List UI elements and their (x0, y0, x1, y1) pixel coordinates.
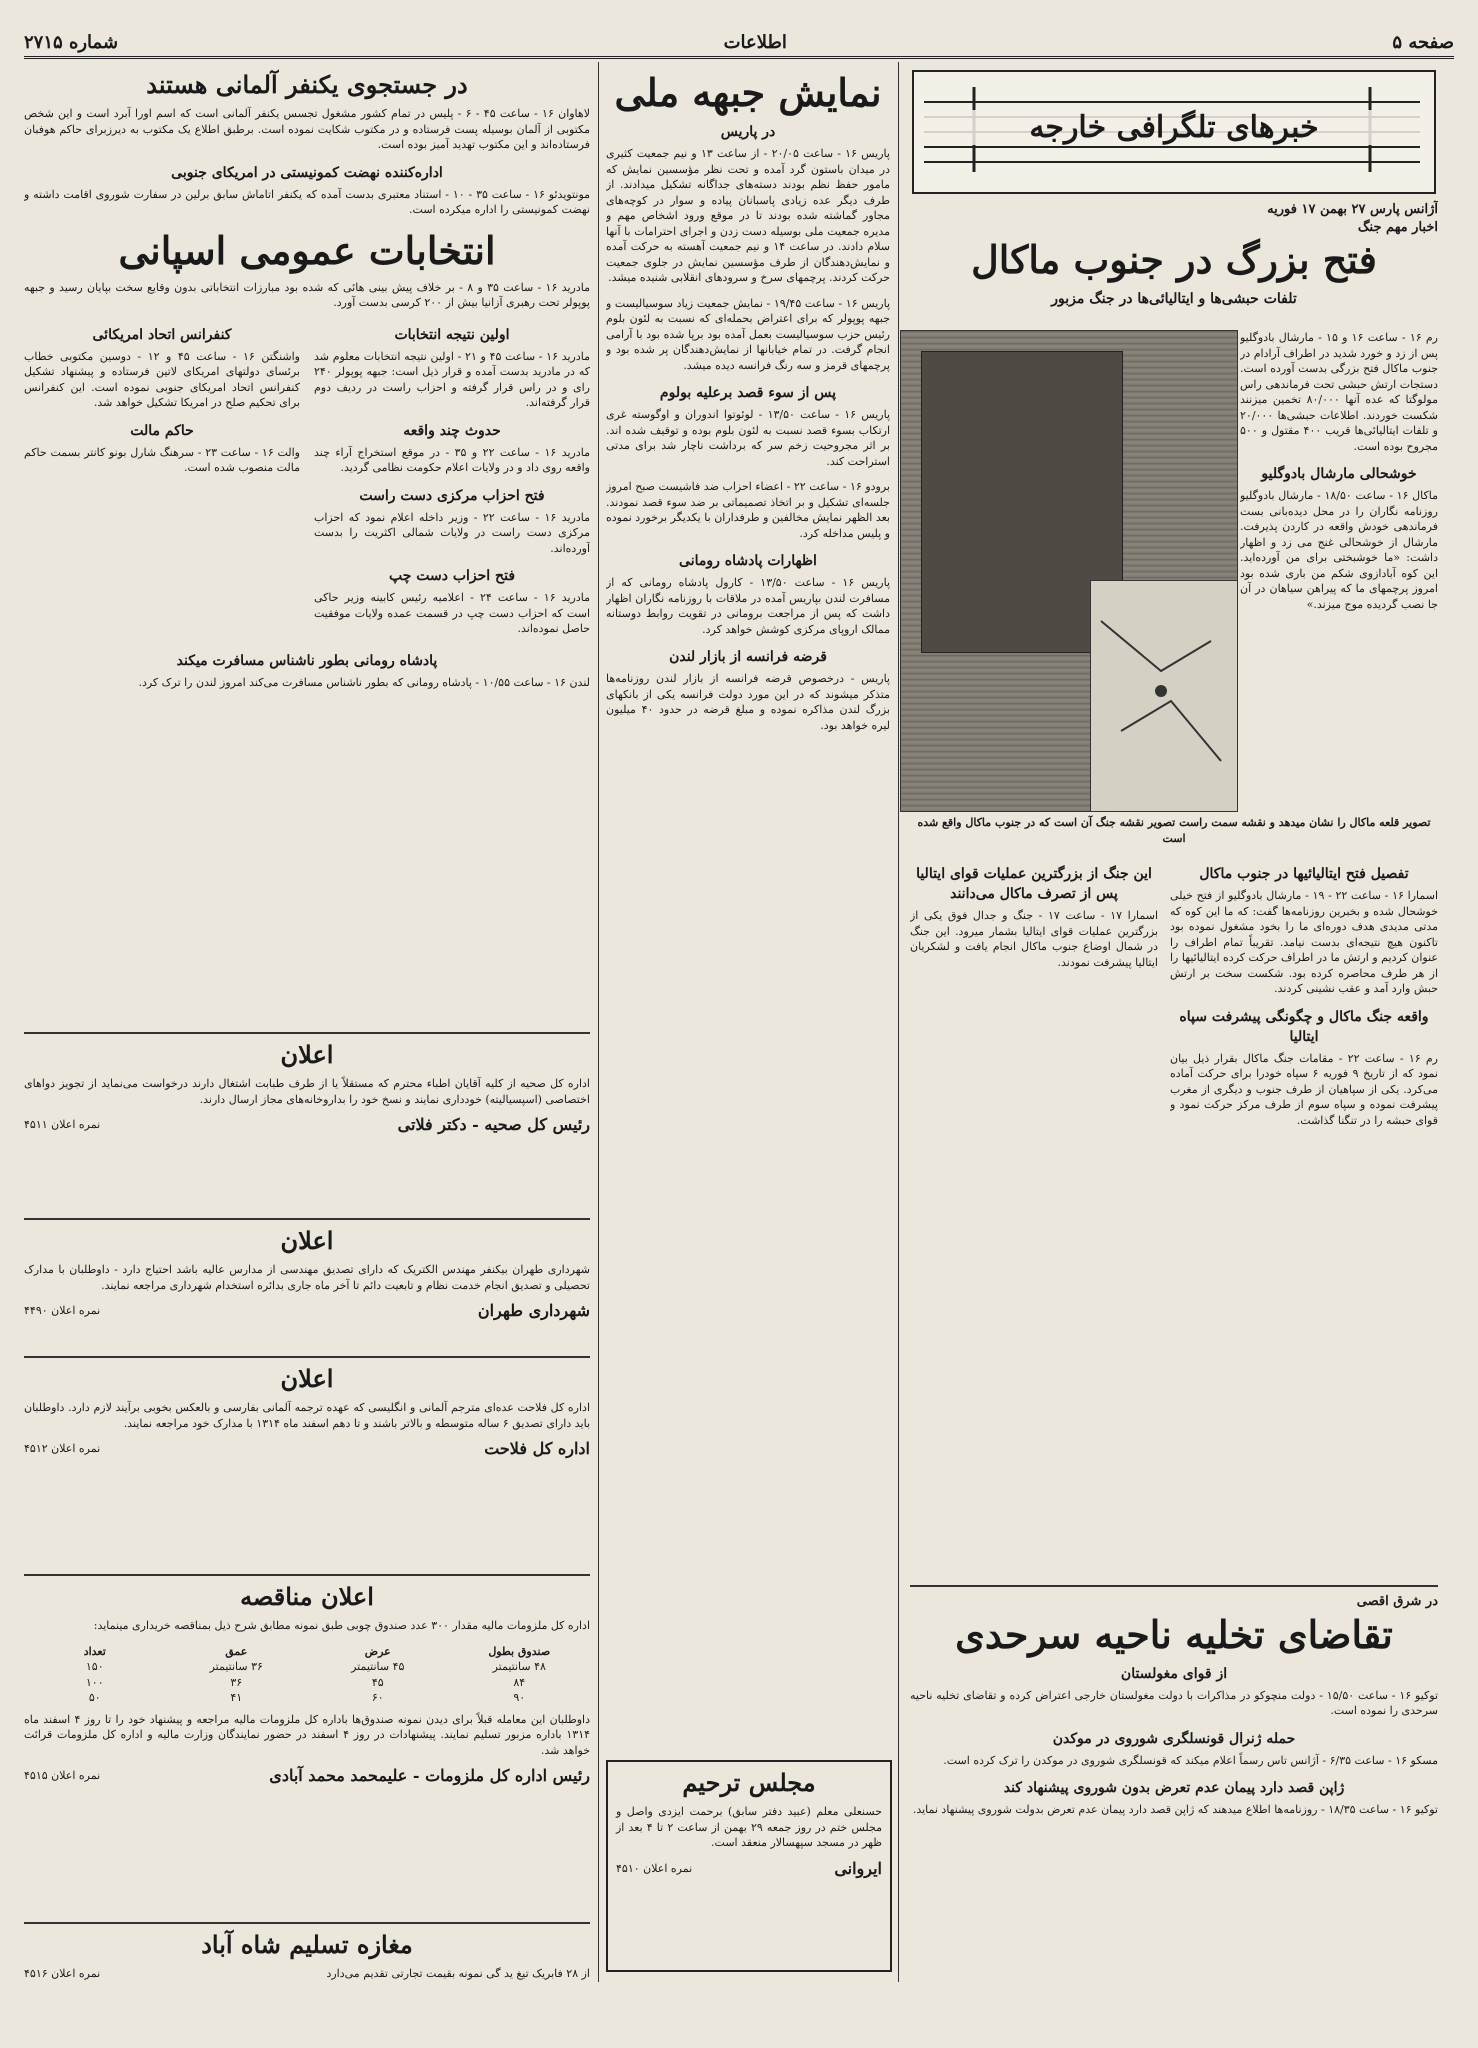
table-cell: ۵۰ (88, 1691, 101, 1704)
story-subhead: اولین نتیجه انتخابات (394, 326, 510, 343)
ad-sign: رئیس کل صحیه - دکتر فلاتی (397, 1115, 590, 1134)
masthead (24, 28, 1454, 59)
table-cell: ۳۶ (230, 1675, 243, 1689)
ad-title: اعلان (280, 1364, 334, 1393)
story-subhead: فتح احزاب دست چپ (388, 568, 516, 584)
story-body: مسکو ۱۶ - ساعت ۶/۳۵ - آژانس تاس رسماً اعلام میکند که قونسلگری شوروی در موکدن را ترک کرده است. (943, 1753, 1438, 1767)
story-subhead: حدوث چند واقعه (403, 422, 501, 439)
story-body: اسمارا ۱۷ - ساعت ۱۷ - جنگ و جدال فوق یکی از بزرگترین عملیات قوای ایتالیا بشمار میرود. این جنگ در شمال اوضاع جنوب ماکال انجام یافت و لشکریان ایتالیا پیشرفت نمودند. (910, 909, 1158, 969)
right-column-story (1240, 330, 1438, 810)
table-header-cell: عمق (225, 1644, 248, 1658)
ad-sign: شهرداری طهران (477, 1301, 590, 1320)
ad-sign: اداره کل فلاحت (484, 1439, 590, 1458)
middle-headline: نمایش جبهه ملی (614, 70, 882, 115)
ad-title: اعلان (280, 1226, 334, 1255)
story-subhead: ژاپن قصد دارد پیمان عدم تعرض بدون شوروی پیشنهاد کند (1003, 1780, 1345, 1796)
ad-number: نمره اعلان ۴۵۱۶ (24, 1967, 101, 1980)
story-body: پاریس - درخصوص قرضه فرانسه از بازار لندن روزنامه‌ها متذکر میشوند که در این مورد دولت فرانسه یکی از بانکهای بزرگ لندن مذاکره نموده و مبلغ قرضه در حدود ۴۰ میلیون لیره خواهد بود. (606, 672, 890, 732)
ad-title: اعلان مناقصه (240, 1582, 374, 1611)
table-cell: ۴۵ (371, 1675, 384, 1689)
map-lines (1091, 581, 1237, 811)
story-body: مادرید ۱۶ - ساعت ۳۵ و ۸ - بر خلاف پیش بینی هائی که شده بود مبارزات انتخاباتی بدون وقایع سخت بپایان رسید و جبهه پوپولر تحت رهبری آزانیا بیش از ۲۰۰ کرسی بدست آورد. (24, 280, 590, 309)
story-body: والت ۱۶ - ساعت ۲۳ - سرهنگ شارل بونو کانتر بسمت حاکم مالت منصوب شده است. (24, 445, 300, 474)
story-body: مونتویدئو ۱۶ - ساعت ۳۵ - ۱۰ - استناد معتبری بدست آمده که یکنفر اتاماش سابق برلین در سفارت شوروی اقامت داشته و نهضت کمونیستی را اداره میکرده است. (24, 187, 590, 216)
story-subhead: اظهارات پادشاه رومانی (679, 553, 817, 569)
left-column-news (24, 68, 590, 1028)
ad-number: نمره اعلان ۴۴۹۰ (24, 1304, 101, 1317)
story-body: لاهاوان ۱۶ - ساعت ۴۵ - ۶ - پلیس در تمام کشور مشغول تجسس یکنفر آلمانی است که اسم اورا آبرد است و این شخص مکتوبی از آلمان بوسیله پست فرستاده و در مکتوب شکایت نموده است. برطبق اطلاع یک مکتوب به دیرزبرای حاکم هوفبان فرستاده‌اند و این مکتوب تهدید آمیز بوده است. (24, 107, 590, 151)
telegraph-banner (912, 70, 1436, 194)
ad-rule (24, 1922, 590, 1924)
story-subhead: حمله ژنرال قونسلگری شوروی در موکدن (1052, 1730, 1296, 1747)
ad-rule (24, 1356, 590, 1358)
ad-body: شهرداری طهران بیکنفر مهندس الکتریک که دارای تصدیق مهندسی از مدارس عالیه باشد احتیاج دارد - داوطلبان با مدارک تحصیلی و تصدیق انجام خدمت نظام و تابعیت دائم تا آخر ماه جاری بدائره استخدام شهرداری مراجعه نمایند. (24, 1263, 590, 1292)
ad-rule (24, 1574, 590, 1576)
table-cell: ۸۴ (513, 1675, 526, 1689)
ad-rule (24, 1032, 590, 1034)
memorial-notice (606, 1760, 892, 1972)
table-header (24, 1644, 590, 1660)
ad-shop (24, 1928, 590, 2008)
ad-number: نمره اعلان ۴۵۱۵ (24, 1769, 101, 1782)
ad-title: اعلان (280, 1040, 334, 1069)
story-body: مادرید ۱۶ - ساعت ۲۲ - وزیر داخله اعلام نمود که احزاب مرکزی دست راست در ولایات شمالی اکثریت را بدست آورده‌اند. (314, 510, 590, 555)
far-east-section (910, 1592, 1438, 2012)
story-subhead: فتح احزاب مرکزی دست راست (359, 487, 545, 504)
story-body: رم ۱۶ - ساعت ۱۶ و ۱۵ - مارشال بادوگلیو پس از زد و خورد شدید در اطراف آرادام در جنوب ماکال فتح بزرگی بدست آورده است. دستجات ارتش حبشی تحت فرماندهی راس مولوگتا که عده آنها ۸۰/۰۰۰ تخمین میزنند شکست خوردند. اطلاعات حبشی‌ها ۲۰/۰۰۰ و تلفات ایتالیائی‌ها قریب ۴۰۰ مقتول و ۵۰۰ مجروح بوده است. (1240, 331, 1438, 453)
ad-tender (24, 1580, 590, 1920)
memorial-number: نمره اعلان ۴۵۱۰ (616, 1861, 693, 1875)
photo-caption-box (910, 815, 1438, 855)
right-column-continued (1170, 860, 1438, 1560)
story-body: پاریس ۱۶ - ساعت ۱۳/۵۰ - لوئوتوا اندوران و اوگوسته غری ارتکاب بسوء قصد نسبت به لئون بلوم بوده و توقیف شده اند. بر اثر مجروحیت زخم سر که برداشت ناچار شد برای مدتی استراحت کند. (606, 408, 890, 468)
page-label: صفحه ۵ (1392, 31, 1454, 53)
right-column-inner (910, 860, 1158, 1560)
story-subhead: این جنگ از بزرگترین عملیات قوای ایتالیا پس از تصرف ماکال می‌دانند (916, 866, 1152, 902)
story-body: مادرید ۱۶ - ساعت ۴۵ و ۲۱ - اولین نتیجه انتخابات معلوم شد که در مادرید بدست آمده و قرار ذیل است: جبهه پوپولر ۲۴۰ رای و در راس قرار گرفته و احزاب راست در ردیف دوم قرار گرفته‌اند. (314, 349, 590, 409)
middle-dateline: در پاریس (720, 124, 776, 140)
story-body: مادرید ۱۶ - ساعت ۲۲ و ۳۵ - در موقع استخراج آراء چند واقعه روی داد و در ولایات اعلام حکومت نظامی گردید. (314, 445, 590, 474)
story-subhead: اداره‌کننده نهضت کمونیستی در امریکای جنوبی (171, 164, 443, 181)
table-cell: ۱۰۰ (85, 1675, 104, 1689)
table-cell: ۴۵ سانتیمتر (351, 1660, 405, 1673)
ad-sign: رئیس اداره کل ملزومات - علیمحمد محمد آبادی (269, 1766, 590, 1785)
story-body: پاریس ۱۶ - ساعت ۲۰/۰۵ - از ساعت ۱۳ و نیم جمعیت کثیری در میدان باستون گرد آمده و تحت نظر مؤسسین نمایش که مامور حفظ نظم بودند دسته‌های جداگانه تشکیل میدادند. از طرف دیگر عده زیادی پاسبانان پیاده و سوار در کوچه‌های مجاور گماشته شده بودند تا در موقع ورود اشخاص مهم و مدیره جمعیت ملی بوسیله دست زدن و اجرای احترامات با آنها سلام دادند. در ساعت ۱۴ و نیم جمعیت آهسته به حرکت آمده و نمایش‌دهندگان از طرف مؤسسین نمایش در جلوی جمعیت حرکت کردند. پرچمهای سرخ و سرودهای انقلابی شنیده میشد. (606, 147, 890, 284)
issue-number: شماره ۲۷۱۵ (24, 31, 119, 53)
table-cell: ۶۰ (371, 1691, 384, 1704)
story-body: پاریس ۱۶ - ساعت ۱۹/۴۵ - نمایش جمعیت زیاد سوسیالیست و جبهه پوپولر که برای اعتراض بحمله‌ای که نسبت به لئون بلوم رئیس حزب سوسیالیست بعمل آمده بود برپا شده بود با آرامی انجام گرفت. در تمام خیابانها از نمایش‌دهندگان پر شده بود و پرچمهای قرمز و سه رنگ فرانسه دیده میشد. (606, 296, 890, 372)
ad-health (24, 1038, 590, 1218)
memorial-body: حسنعلی معلم (عبید دفتر سابق) برحمت ایزدی واصل و مجلس ختم در روز جمعه ۲۹ بهمن از ساعت ۲ تا ۴ بعد از ظهر در مسجد سپهسالار منعقد است. (616, 1805, 883, 1849)
table-cell: ۴۸ سانتیمتر (492, 1660, 546, 1673)
story-subhead: قرضه فرانسه از بازار لندن (669, 649, 827, 665)
photo-caption: تصویر قلعه ماکال را نشان میدهد و نقشه سمت راست تصویر نقشه جنگ آن است که در جنوب ماکال واقع شده است (917, 816, 1431, 845)
story-subhead: پس از سوء قصد برعلیه بولوم (659, 385, 837, 401)
story-body: برودو ۱۶ - ساعت ۲۲ - اعضاء احزاب ضد فاشیست صبح امروز جلسه‌ای تشکیل و بر اتخاذ تصمیماتی بر ضد سوء قصد نمودند. بعد الظهر نمایش مخالفین و طرفداران با یکدیگر برخورد نموده و پلیس مداخله کرد. (606, 480, 890, 540)
story-subhead: واقعه جنگ ماکال و چگونگی پیشرفت سپاه ایتالیا (1179, 1008, 1429, 1045)
table-cell: ۴۱ (230, 1691, 243, 1704)
table-header-cell: صندوق بطول (488, 1644, 551, 1658)
story-subhead: کنفرانس اتحاد امریکائی (92, 326, 232, 343)
ad-number: نمره اعلان ۴۵۱۲ (24, 1442, 101, 1455)
memorial-title: مجلس ترحیم (682, 1768, 816, 1797)
column-rule (898, 62, 899, 1982)
ad-agriculture (24, 1362, 590, 1572)
table-cell: ۹۰ (513, 1691, 526, 1704)
story-body: رم ۱۶ - ساعت ۲۲ - مقامات جنگ ماکال بقرار ذیل بیان نمود که از تاریخ ۹ فوریه ۶ سپاه خودرا برای حرکت آماده می‌کرد. یکی از سپاهیان از طرف جنوب و دیگری از مغرب پیشرفت نموده و سپاه سوم از طرف مرکز حرکت نمود و قوای حبشه را در تنگنا گذاشت. (1170, 1051, 1438, 1127)
left-headline: در جستجوی یکنفر آلمانی هستند (146, 70, 468, 99)
paper-name: اطلاعات (723, 31, 787, 53)
table-row (24, 1659, 590, 1675)
ad-body: اداره کل فلاحت عده‌ای مترجم آلمانی و انگلیسی که عهده ترجمه آلمانی بفارسی و بالعکس بخوبی برآیند لازم دارد. داوطلبان باید دارای تصدیق ۶ ساله متوسطه و بالاتر باشند و تا دهم اسفند ماه ۱۳۱۴ با مدارک خود مراجعه نمایند. (24, 1401, 590, 1430)
story-subhead: پادشاه رومانی بطور ناشناس مسافرت میکند (176, 652, 438, 669)
story-body: لندن ۱۶ - ساعت ۱۰/۵۵ - پادشاه رومانی که بطور ناشناس مسافرت می‌کند امروز لندن را ترک کرد. (138, 675, 590, 689)
column-rule (598, 62, 599, 1982)
story-subhead: حاکم مالت (130, 422, 194, 439)
spain-headline: انتخابات عمومی اسپانی (118, 227, 496, 273)
story-body: مادرید ۱۶ - ساعت ۲۴ - اعلامیه رئیس کابینه وزیر حاکی است که احزاب دست چپ در قسمت عمده ولایات موفقیت حاصل نموده‌اند. (314, 591, 590, 635)
middle-column (606, 68, 890, 1748)
story-body: واشنگتن ۱۶ - ساعت ۴۵ و ۱۲ - دوسین مکتوبی خطاب برئسای دولتهای امریکای لاتین فرستاده و پیشنهاد تشکیل کنفرانس اتحاد امریکای جنوبی نموده است. این کنفرانس برای تحکیم صلح در امریکا تشکیل خواهد شد. (24, 349, 300, 409)
banner-title: خبرهای تلگرافی خارجه (914, 110, 1434, 145)
ad-body: اداره کل صحیه از کلیه آقایان اطباء محترم که مستقلاً یا از طرف طبابت اشتغال دارند درخواست می‌نماید از تجویز دواهای اختصاصی (اسپسیالیته) خودداری نمایند و نسخ خود را بداروخانه‌های مجاز ارسال دارند. (24, 1077, 590, 1106)
ad-number: نمره اعلان ۴۵۱۱ (24, 1118, 101, 1131)
ad-title: مغازه تسلیم شاه آباد (201, 1930, 413, 1959)
table-cell: ۳۶ سانتیمتر (209, 1660, 263, 1673)
battle-map (1090, 580, 1238, 812)
ad-body: از ۲۸ فابریک تیغ ید گی نمونه بقیمت تجارتی تقدیم می‌دارد (326, 1967, 590, 1980)
story-body: پاریس ۱۶ - ساعت ۱۳/۵۰ - کارول پادشاه رومانی که از مسافرت لندن بپاریس آمده در ملاقات با روزنامه نگاران اظهار داشت که پس از مراجعت برومانی در تقویت روابط دوستانه ممالک اروپای مرکزی کوشش خواهد کرد. (606, 576, 890, 636)
story-subhead: تفصیل فتح ایتالیائیها در جنوب ماکال (1199, 866, 1409, 882)
main-headline: فتح بزرگ در جنوب ماکال (971, 237, 1377, 282)
ad-body: اداره کل ملزومات مالیه مقدار ۳۰۰ عدد صندوق چوبی طبق نمونه مطابق شرح ذیل بمناقصه خریداری مینماید: (93, 1619, 590, 1632)
story-body: توکیو ۱۶ - ساعت ۱۵/۵۰ - دولت منچوکو در مذاکرات با دولت مغولستان خارجی اعتراض کرده و تقاضای تخلیه ناحیه سرحدی را نموده است. (910, 1688, 1438, 1717)
main-subhead: تلفات حبشی‌ها و ایتالیائی‌ها در جنگ مزبور (1051, 291, 1297, 307)
right-column-top (910, 200, 1438, 330)
story-subhead: از قوای مغولستان (1120, 1665, 1228, 1682)
ad-body: داوطلبان این معامله قبلاً برای دیدن نمونه صندوق‌ها باداره کل ملزومات مالیه مراجعه و پیشنهاد خود را تا روز ۴ اسفند ماه ۱۳۱۴ باداره مزبور تسلیم نمایند. پیشنهادات در روز ۴ اسفند در حضور نمایندگان وزارت مالیه و اداره کل ملزومات قرائت خواهد شد. (24, 1712, 590, 1757)
table-row (24, 1690, 590, 1706)
story-body: توکیو ۱۶ - ساعت ۱۸/۳۵ - روزنامه‌ها اطلاع میدهند که ژاپن قصد دارد پیمان عدم تعرض بدولت شوروی پیشنهاد نماید. (912, 1803, 1438, 1816)
ad-rule (24, 1218, 590, 1220)
table-cell: ۱۵۰ (85, 1660, 104, 1673)
ad-municipality (24, 1224, 590, 1354)
agency-line: آژانس پارس ۲۷ بهمن ۱۷ فوریه (1267, 202, 1438, 217)
table-header-cell: عرض (364, 1644, 391, 1658)
memorial-sign: ایروانی (834, 1858, 882, 1878)
table-row (24, 1675, 590, 1691)
far-east-headline: تقاضای تخلیه ناحیه سرحدی (955, 1611, 1393, 1657)
section-rule (910, 1585, 1438, 1587)
story-subhead: خوشحالی مارشال بادوگلیو (1261, 466, 1417, 482)
section-label: در شرق اقصی (1356, 1594, 1438, 1609)
table-header-cell: تعداد (83, 1644, 106, 1658)
story-body: اسمارا ۱۶ - ساعت ۲۲ - ۱۹ - مارشال بادوگلیو از فتح خیلی خوشحال شده و بخبرین روزنامه‌ها گفت: که ما این کوه که مدتی مدیدی هدف دوره‌ای ما را بخود مشغول نموده بود تاکنون هیچ نتیجه‌ای بدست نیامد. تقریباً تمام اطراف را عنوان کردیم و ارتش ما در اطراف حرکت کرده ایتالیائیها را از هر طرف محاصره کرده بود. شکست سخت بر ارتش حبش وارد آمد و عقب نشینی کردند. (1170, 889, 1438, 995)
section-label: اخبار مهم جنگ (1357, 219, 1438, 235)
story-body: ماکال ۱۶ - ساعت ۱۸/۵۰ - مارشال بادوگلیو روزنامه نگاران را در محل دیده‌بانی بست فرماندهی خودش واقعه در کاردن پذیرفت. مارشال از خوشحالی غنج می زد و اظهار داشت: «ما خوشبختی برای من آورده‌اید. این کوه آبادازوی شکم من باری شده بود امروز پرچمهای ما که پیراهن سیاهان در آن جا نصب گردیده موج میزند.» (1240, 489, 1438, 611)
